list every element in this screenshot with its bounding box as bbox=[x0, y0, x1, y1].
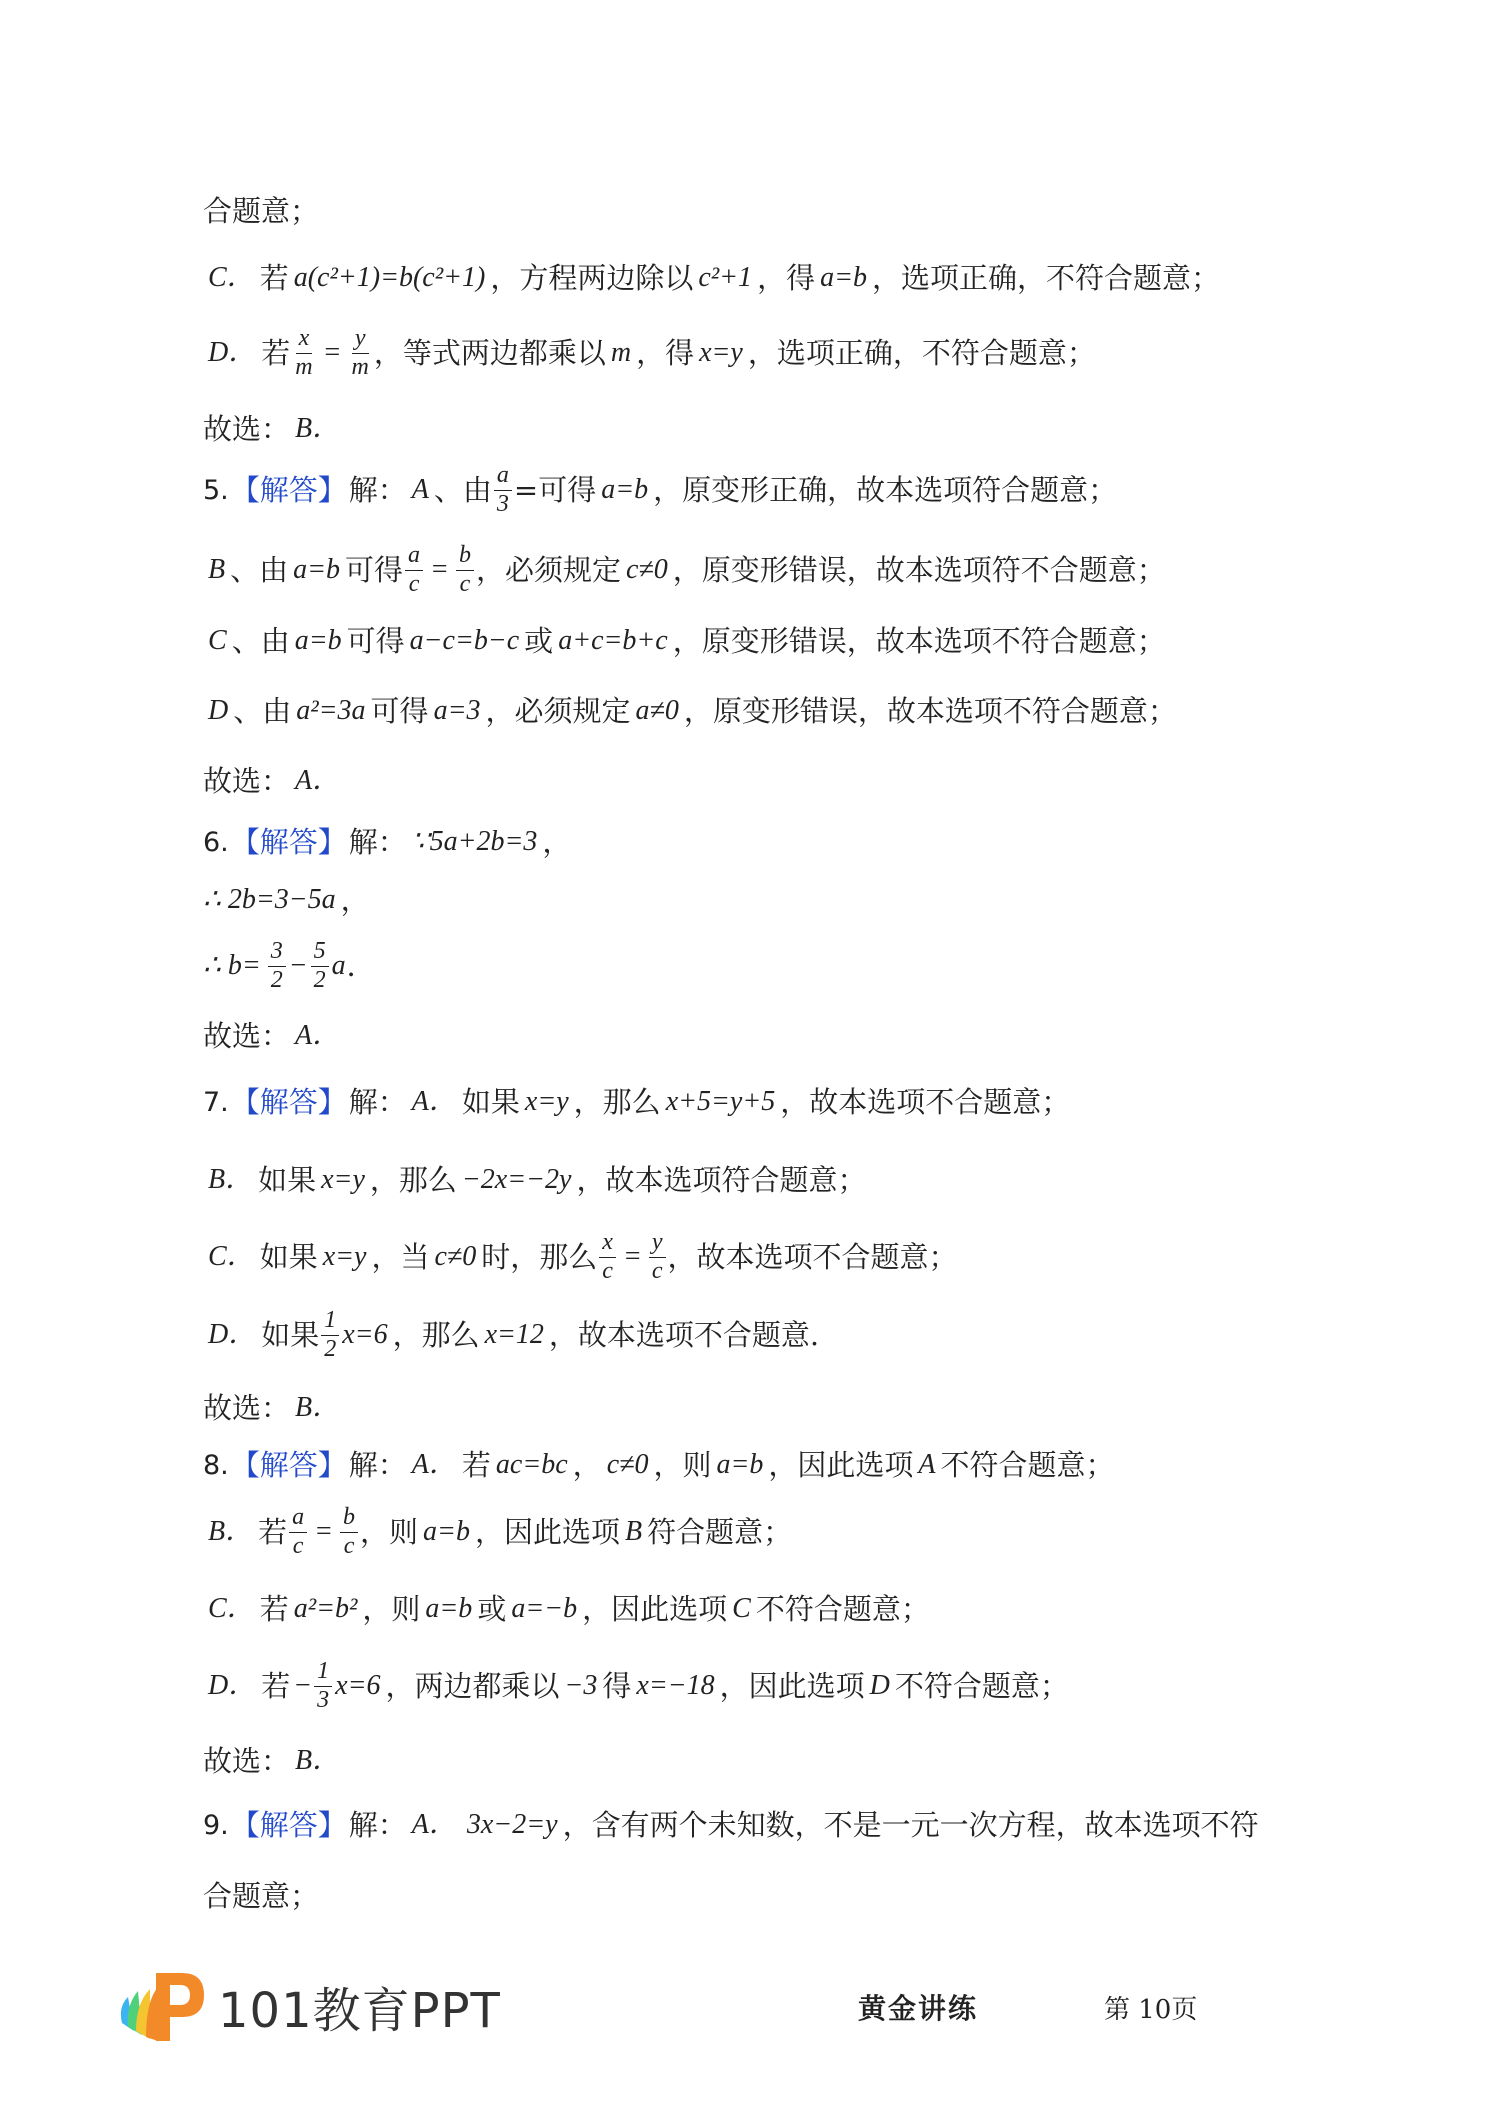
formula: ∵5a+2b=3 bbox=[411, 826, 538, 857]
text: 不符合题意； bbox=[894, 1668, 1069, 1703]
option-label: A bbox=[411, 474, 429, 505]
text-line bbox=[203, 1229, 958, 1284]
text: 或 bbox=[477, 1591, 507, 1626]
text: 若 bbox=[261, 1668, 291, 1703]
formula: a=b bbox=[293, 554, 341, 585]
text: 得 bbox=[602, 1668, 632, 1703]
text: ，故本选项符合题意； bbox=[576, 1162, 867, 1197]
text: 故选： bbox=[203, 411, 291, 446]
formula: a(c²+1)=b(c²+1) bbox=[293, 262, 486, 293]
numerator: y bbox=[352, 326, 369, 353]
denominator: m bbox=[295, 353, 313, 380]
option-label: D． bbox=[208, 337, 257, 368]
text: 可得 bbox=[370, 693, 429, 728]
fraction bbox=[456, 543, 474, 596]
option-label: B． bbox=[208, 1164, 254, 1195]
text: ， bbox=[542, 824, 572, 859]
denominator: c bbox=[602, 1257, 613, 1284]
numerator: x bbox=[296, 326, 313, 353]
formula: a=b bbox=[820, 262, 867, 293]
text-line bbox=[203, 1307, 820, 1362]
formula: B bbox=[624, 1516, 643, 1547]
formula: x=y bbox=[322, 1241, 367, 1272]
option-label: C bbox=[208, 625, 227, 656]
text: 解： bbox=[348, 1807, 407, 1842]
text: 若 bbox=[261, 335, 291, 370]
formula: x=6 bbox=[342, 1319, 388, 1350]
formula: = bbox=[622, 1241, 642, 1272]
text-line bbox=[203, 409, 345, 449]
text: 或 bbox=[524, 623, 554, 658]
text-line bbox=[203, 938, 376, 993]
text: 如果 bbox=[461, 1084, 520, 1119]
text: ，因此选项 bbox=[582, 1591, 728, 1626]
denominator: c bbox=[292, 1532, 304, 1559]
formula: C bbox=[732, 1593, 751, 1624]
option-label: D bbox=[208, 695, 229, 726]
answer: B． bbox=[295, 413, 341, 444]
denominator: c bbox=[459, 570, 471, 597]
formula: a+c=b+c bbox=[558, 625, 668, 656]
option-label: A． bbox=[411, 1809, 457, 1840]
text: ，得 bbox=[636, 335, 695, 370]
text: ，原变形错误，故本选项不符合题意； bbox=[672, 623, 1166, 658]
answer: B． bbox=[295, 1745, 341, 1776]
fraction bbox=[599, 1230, 616, 1283]
numerator: x bbox=[599, 1230, 616, 1257]
option-label: C． bbox=[208, 1241, 255, 1272]
logo-icon bbox=[112, 1967, 210, 2045]
text: ，原变形正确，故本选项符合题意； bbox=[653, 472, 1118, 507]
text-line bbox=[203, 1082, 1070, 1122]
text: ， bbox=[340, 882, 370, 917]
text: ，选项正确，不符合题意； bbox=[747, 335, 1096, 370]
text: ． bbox=[346, 948, 376, 983]
text: 解： bbox=[348, 1084, 407, 1119]
text: ，方程两边除以 bbox=[490, 260, 694, 295]
formula: a bbox=[331, 950, 346, 981]
option-label: A． bbox=[411, 1086, 457, 1117]
formula: x=−18 bbox=[636, 1670, 715, 1701]
numerator: a bbox=[289, 1505, 307, 1532]
formula: ac=bc bbox=[495, 1449, 568, 1480]
text-line bbox=[203, 1876, 319, 1916]
answer-tag: 【解答】 bbox=[230, 1807, 347, 1842]
numerator: 1 bbox=[314, 1659, 332, 1686]
text-line bbox=[203, 621, 1166, 661]
text-line bbox=[203, 542, 1166, 597]
text: ，因此选项 bbox=[474, 1514, 620, 1549]
text: 如果 bbox=[258, 1162, 317, 1197]
text: ，因此选项 bbox=[719, 1668, 865, 1703]
text: ，故本选项不合题意； bbox=[667, 1239, 958, 1274]
formula: x=y bbox=[699, 337, 743, 368]
numerator: b bbox=[456, 543, 474, 570]
fraction bbox=[649, 1230, 666, 1283]
formula: ∴ 2b=3−5a bbox=[203, 884, 336, 915]
numerator: 5 bbox=[311, 939, 329, 966]
text: ，那么 bbox=[392, 1317, 480, 1352]
formula: −3 bbox=[564, 1670, 598, 1701]
fraction bbox=[314, 1659, 332, 1712]
denominator: 2 bbox=[324, 1335, 337, 1362]
text: 不符合题意； bbox=[940, 1447, 1115, 1482]
text-line bbox=[203, 1388, 345, 1428]
text: ，必须规定 bbox=[475, 552, 621, 587]
fraction bbox=[494, 463, 512, 516]
answer-tag: 【解答】 bbox=[230, 824, 347, 859]
text-line bbox=[203, 1589, 930, 1629]
formula: a=b bbox=[294, 625, 342, 656]
text-line bbox=[203, 1658, 1069, 1713]
numerator: y bbox=[649, 1230, 666, 1257]
text: 如果 bbox=[261, 1317, 320, 1352]
formula: a−c=b−c bbox=[409, 625, 520, 656]
formula: a=b bbox=[425, 1593, 473, 1624]
formula: x=6 bbox=[335, 1670, 381, 1701]
text-line bbox=[203, 880, 370, 920]
text: ，选项正确，不符合题意； bbox=[871, 260, 1220, 295]
formula: D bbox=[869, 1670, 890, 1701]
denominator: 2 bbox=[313, 966, 326, 993]
text: 解： bbox=[348, 472, 407, 507]
formula: c≠0 bbox=[606, 1449, 649, 1480]
text-line bbox=[203, 1741, 345, 1781]
text-line bbox=[203, 691, 1177, 731]
text: 不符合题意； bbox=[755, 1591, 930, 1626]
text-line bbox=[203, 325, 1096, 380]
question-number: 5. bbox=[203, 474, 229, 506]
formula: c²+1 bbox=[698, 262, 753, 293]
text-line bbox=[203, 822, 571, 862]
numerator: 1 bbox=[321, 1308, 339, 1335]
option-label: B bbox=[208, 554, 226, 585]
option-label: D． bbox=[208, 1670, 257, 1701]
text: ，含有两个未知数，不是一元一次方程，故本选项不符 bbox=[562, 1807, 1259, 1842]
formula: a²=3a bbox=[296, 695, 366, 726]
text: ，当 bbox=[371, 1239, 430, 1274]
text: ， bbox=[572, 1447, 602, 1482]
text-line bbox=[203, 191, 319, 231]
text: 解： bbox=[348, 1447, 407, 1482]
fraction bbox=[405, 543, 423, 596]
fraction bbox=[321, 1308, 339, 1361]
option-label: C． bbox=[208, 1593, 255, 1624]
formula: A bbox=[918, 1449, 936, 1480]
text-line bbox=[203, 462, 1118, 517]
text-line bbox=[203, 1445, 1115, 1485]
text: 若 bbox=[258, 1514, 288, 1549]
formula: a=b bbox=[716, 1449, 764, 1480]
question-number: 9. bbox=[203, 1809, 229, 1841]
fraction bbox=[349, 326, 372, 379]
text: ，故本选项不合题意； bbox=[780, 1084, 1071, 1119]
text: 若 bbox=[461, 1447, 491, 1482]
formula: a=3 bbox=[433, 695, 481, 726]
denominator: c bbox=[651, 1257, 663, 1284]
formula: ∴ b= bbox=[203, 950, 261, 981]
formula: − bbox=[293, 1670, 313, 1701]
text: ，因此选项 bbox=[768, 1447, 914, 1482]
denominator: c bbox=[343, 1532, 355, 1559]
option-label: D． bbox=[208, 1319, 257, 1350]
text: 时，那么 bbox=[481, 1239, 598, 1274]
text: ，则 bbox=[360, 1514, 419, 1549]
text: ，两边都乘以 bbox=[385, 1668, 560, 1703]
text: ，必须规定 bbox=[485, 693, 631, 728]
formula: 3x−2=y bbox=[466, 1809, 558, 1840]
numerator: a bbox=[405, 543, 423, 570]
text: 故选： bbox=[203, 1390, 291, 1425]
denominator: 2 bbox=[270, 966, 283, 993]
formula: a≠0 bbox=[635, 695, 679, 726]
formula: a²=b² bbox=[293, 1593, 358, 1624]
text-line bbox=[203, 1016, 345, 1056]
text: 若 bbox=[259, 260, 289, 295]
text: 、由 bbox=[230, 552, 289, 587]
formula: x+5=y+5 bbox=[665, 1086, 776, 1117]
text: 、由 bbox=[231, 623, 290, 658]
text: ，故本选项不合题意. bbox=[548, 1317, 820, 1352]
question-number: 6. bbox=[203, 826, 229, 858]
numerator: b bbox=[340, 1505, 358, 1532]
page-number: 第 10页 bbox=[1104, 1995, 1198, 2025]
answer: A． bbox=[295, 1020, 341, 1051]
text: 、由 bbox=[433, 472, 492, 507]
text: 解： bbox=[348, 824, 407, 859]
denominator: 3 bbox=[317, 1686, 330, 1713]
formula: x=y bbox=[524, 1086, 569, 1117]
text: 故选： bbox=[203, 763, 291, 798]
formula: x=12 bbox=[484, 1319, 544, 1350]
text: 、由 bbox=[233, 693, 292, 728]
answer: B． bbox=[295, 1392, 341, 1423]
text: =可得 bbox=[513, 472, 597, 507]
text-line bbox=[203, 1504, 793, 1559]
question-number: 7. bbox=[203, 1086, 229, 1118]
formula: c≠0 bbox=[625, 554, 668, 585]
text: ，等式两边都乘以 bbox=[373, 335, 606, 370]
numerator: a bbox=[494, 463, 512, 490]
text: ，那么 bbox=[573, 1084, 661, 1119]
text: 可得 bbox=[346, 623, 405, 658]
formula: a=b bbox=[423, 1516, 470, 1547]
option-label: B． bbox=[208, 1516, 254, 1547]
text: ，得 bbox=[757, 260, 816, 295]
text: 如果 bbox=[259, 1239, 318, 1274]
formula: a=b bbox=[601, 474, 649, 505]
text: 若 bbox=[259, 1591, 289, 1626]
formula: c≠0 bbox=[434, 1241, 477, 1272]
text: 合题意； bbox=[203, 1878, 320, 1913]
text: ，则 bbox=[653, 1447, 712, 1482]
answer-tag: 【解答】 bbox=[230, 1084, 347, 1119]
formula: = bbox=[314, 1516, 334, 1547]
fraction bbox=[340, 1505, 358, 1558]
text: 可得 bbox=[345, 552, 404, 587]
formula: a=−b bbox=[511, 1593, 578, 1624]
text: ，原变形错误，故本选项不符合题意； bbox=[683, 693, 1177, 728]
answer-tag: 【解答】 bbox=[230, 472, 347, 507]
footer-title: 黄金讲练 bbox=[858, 1992, 979, 2025]
text: 故选： bbox=[203, 1018, 291, 1053]
text-line bbox=[203, 258, 1220, 298]
text: ，原变形错误，故本选项符不合题意； bbox=[672, 552, 1166, 587]
denominator: 3 bbox=[496, 490, 509, 517]
text: 符合题意； bbox=[647, 1514, 793, 1549]
denominator: m bbox=[351, 353, 369, 380]
fraction bbox=[268, 939, 286, 992]
formula: = bbox=[430, 554, 449, 585]
formula: m bbox=[610, 337, 632, 368]
text: ，则 bbox=[362, 1591, 421, 1626]
text: 合题意； bbox=[203, 193, 320, 228]
text-line bbox=[203, 761, 345, 801]
formula: − bbox=[288, 950, 308, 981]
denominator: c bbox=[408, 570, 420, 597]
numerator: 3 bbox=[268, 939, 286, 966]
fraction bbox=[292, 326, 315, 379]
answer: A． bbox=[295, 765, 341, 796]
option-label: C． bbox=[208, 262, 255, 293]
fraction bbox=[311, 939, 329, 992]
text: ，那么 bbox=[369, 1162, 457, 1197]
text: 故选： bbox=[203, 1743, 291, 1778]
formula: = bbox=[322, 337, 342, 368]
logo-text: 101教育PPT bbox=[218, 1983, 501, 2039]
formula: −2x=−2y bbox=[461, 1164, 572, 1195]
option-label: A． bbox=[411, 1449, 457, 1480]
fraction bbox=[289, 1505, 307, 1558]
answer-tag: 【解答】 bbox=[230, 1447, 347, 1482]
text-line bbox=[203, 1805, 1259, 1845]
formula: x=y bbox=[321, 1164, 365, 1195]
question-number: 8. bbox=[203, 1449, 229, 1481]
text-line bbox=[203, 1160, 866, 1200]
